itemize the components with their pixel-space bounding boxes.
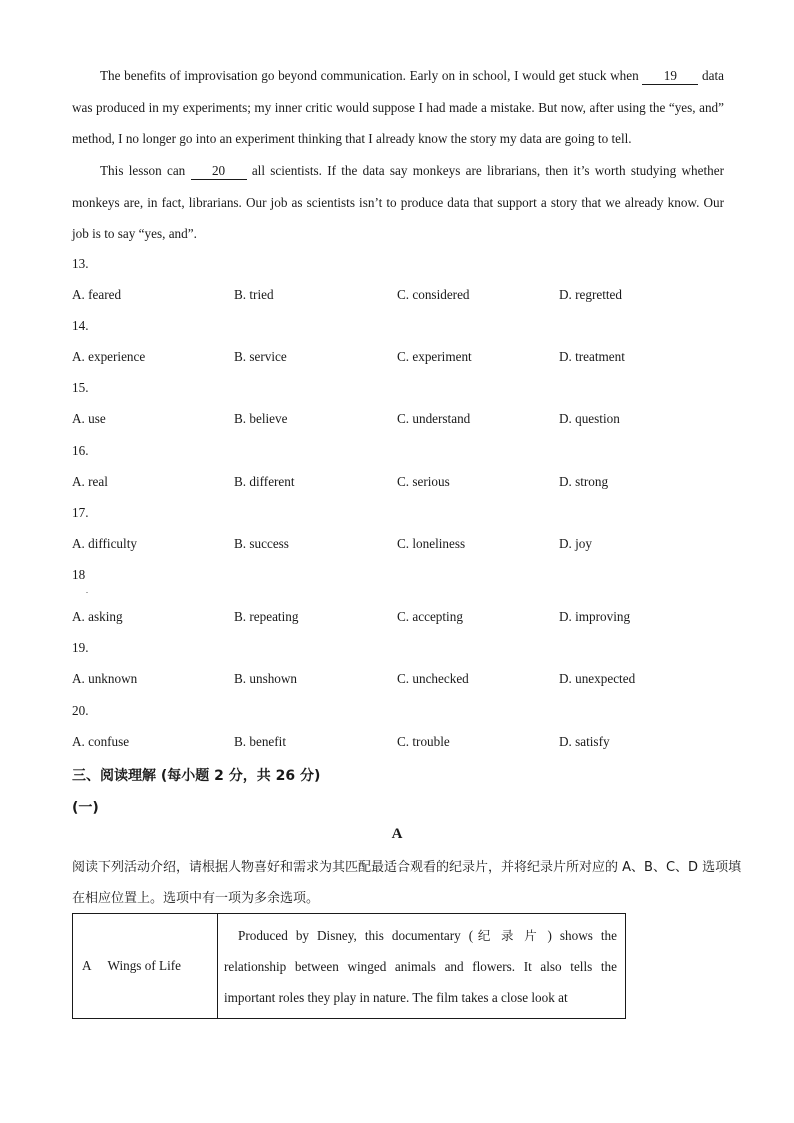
instructions: 阅读下列活动介绍，请根据人物喜好和需求为其匹配最适合观看的纪录片，并将纪录片所对应的 A、B、C、D 选项填在相应位置上。选项中有一项为多余选项。 (72, 860, 742, 906)
question-number: 16. (72, 443, 89, 458)
answer-blank-20: 20 (191, 163, 247, 180)
option-d: D. regretted (559, 287, 622, 302)
option-a: A. unknown (72, 671, 138, 686)
option-b: B. repeating (234, 609, 299, 624)
option-cell (73, 914, 218, 1019)
question-number: 17. (72, 505, 89, 520)
section-heading: 三、阅读理解 (每小题 2 分，共 26 分) (72, 768, 321, 784)
description-text: ) shows the relationship between winged animals and flowers. It also tells the important roles they play in nature. The film takes a close look at (224, 927, 617, 1005)
paragraph-text: This lesson can (100, 163, 191, 178)
option-c: C. accepting (397, 609, 463, 624)
question-number: 18 (72, 567, 86, 582)
option-d: D. treatment (559, 349, 625, 364)
description-text: Produced by Disney, this documentary ( (238, 927, 474, 943)
option-c: C. understand (397, 411, 471, 426)
option-a: A. difficulty (72, 536, 137, 551)
documentary-title: Wings of Life (107, 958, 181, 973)
description-cjk: 纪录片 (473, 927, 548, 943)
option-d: D. improving (559, 609, 631, 624)
question-number: 15. (72, 380, 89, 395)
option-c: C. loneliness (397, 536, 466, 551)
option-b: B. different (234, 474, 295, 489)
option-c: C. considered (397, 287, 470, 302)
paragraph-text: all scientists. If the data say monkeys are librarians, then it’s worth studying whether monkeys are, in fact, librarians. Our job as scientists isn’t to produce data that support a story that we already know. Our job is to say “yes, and”. (72, 163, 724, 241)
paragraph-text: data was produced in my experiments; my inner critic would suppose I had made a mistake. But now, after using the “yes, and” method, I no longer go into an experiment thinking that I already know the story my data are going to tell. (72, 68, 725, 146)
passage-letter: A (391, 826, 403, 842)
option-letter: A (82, 958, 92, 973)
option-a: A. feared (72, 287, 122, 302)
option-d: D. strong (559, 474, 609, 489)
stray-dot: . (86, 586, 88, 595)
description-cell (218, 914, 626, 1019)
option-d: D. unexpected (559, 671, 636, 686)
option-a: A. use (72, 411, 106, 426)
option-c: C. experiment (397, 349, 472, 364)
question-number: 13. (72, 256, 89, 271)
option-d: D. question (559, 411, 620, 426)
option-a: A. asking (72, 609, 123, 624)
option-d: D. joy (559, 536, 592, 551)
option-b: B. tried (234, 287, 274, 302)
option-d: D. satisfy (559, 734, 610, 749)
question-number: 14. (72, 318, 89, 333)
option-b: B. unshown (234, 671, 298, 686)
option-a: A. experience (72, 349, 146, 364)
option-a: A. confuse (72, 734, 130, 749)
table-row (73, 914, 626, 1019)
option-b: B. believe (234, 411, 288, 426)
option-c: C. unchecked (397, 671, 469, 686)
option-c: C. trouble (397, 734, 450, 749)
question-number: 20. (72, 703, 89, 718)
passage-paragraph-1 (72, 60, 724, 155)
option-c: C. serious (397, 474, 450, 489)
part-heading: (一) (72, 800, 99, 816)
option-b: B. service (234, 349, 287, 364)
question-number: 19. (72, 640, 89, 655)
answer-blank-19: 19 (642, 68, 698, 85)
option-b: B. benefit (234, 734, 287, 749)
documentary-table (72, 913, 626, 1019)
passage-paragraph-2 (72, 155, 724, 250)
option-b: B. success (234, 536, 289, 551)
option-a: A. real (72, 474, 108, 489)
paragraph-text: The benefits of improvisation go beyond communication. Early on in school, I would get stuck when (100, 68, 643, 83)
